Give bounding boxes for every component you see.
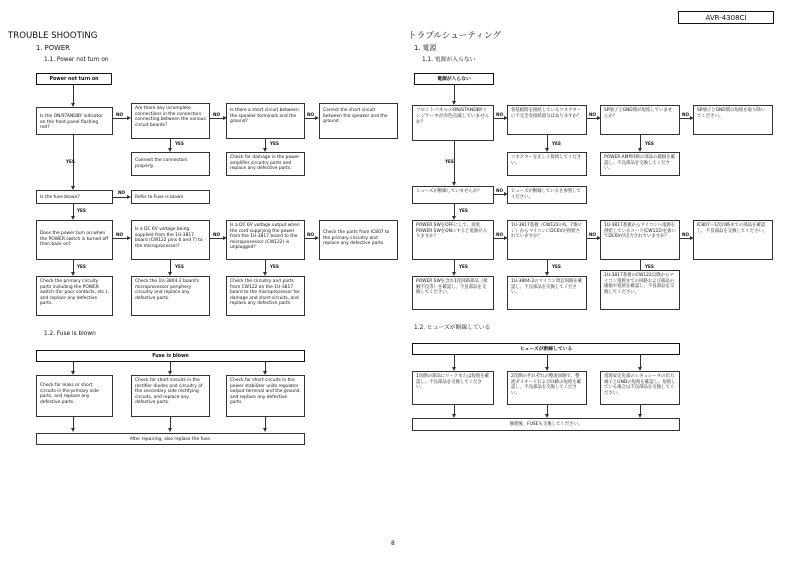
no-label: NO (116, 112, 124, 117)
page-number: 8 (391, 540, 395, 547)
section-power-not-on-jp: 1.1. 電源が入らない (422, 57, 476, 63)
page-title-jp: トラブルシューティング (408, 31, 501, 41)
q-short-speaker: Is there a short circuit between the speaker terminals and the ground? (226, 103, 305, 139)
yes-label: YES (645, 141, 654, 146)
a-connect-jp: コネクターを正しく接続してください。 (507, 152, 587, 176)
section-power-not-on-en: 1.1. Power not turn on (44, 57, 109, 63)
a-connect-connectors: Connect the connectors properly. (131, 152, 210, 176)
q-dc6v-cord-jp: 1U-3817基板からマイコンへ電源を供給しているコード(CW122)を抜いてDC6Vが出力されていますか？ (600, 220, 680, 260)
a-check-cw122: Check the circuitry and parts from CW122 on the 1U-3817 board to the microprocessor for damage and short-circuits, and replace any defective parts. (226, 276, 305, 316)
a-check-peripheral: Check the 1U-3804-2 board's microprocessor periphery circuitry and replace any defective parts. (131, 276, 210, 316)
yes-label: YES (77, 264, 86, 269)
no-label: NO (213, 232, 221, 237)
yes-label: YES (459, 208, 468, 213)
q-power-sw-jp: POWER SWをOFFにして、再度POWER SWをONにすると電源が入りますか？ (412, 220, 494, 260)
no-label: NO (307, 112, 315, 117)
no-label: NO (682, 232, 690, 237)
flow-start-power-not-on: Power not turn on (36, 73, 112, 85)
a-ic807-jp: IC807～1次回路までの部品を確認し、不良部品を交換してください。 (693, 220, 773, 260)
section-power-jp: 1. 電源 (414, 44, 437, 52)
q-indicator-jp: フロントパネルのON/STANDBYインジケータが赤色点滅していませんか？ (412, 105, 494, 141)
q-incomplete-connections: Are there any incomplete connections in the connectors connecting between the various circuit boards? (131, 103, 210, 139)
a-rectifier-jp: 2次側のそれぞれの整流回路で、整流ダイオードおよび回路の短絡を確認し、不良部品を交換してください。 (507, 371, 587, 405)
a-check-primary: Check the primary circuity parts including the POWER switch (for poor contacts, etc.), and replace any defective parts. (36, 276, 113, 316)
q-fuse-jp: ヒューズが断線していませんか？ (412, 186, 494, 204)
a-cw122-jp: 1U-3817基板のCW122以降からマイコン電源までの回路および部品の破損や短絡を確認し、不良部品を交換してください。 (600, 270, 680, 310)
a-power-amp-jp: POWER AMP回路の部品の破損を確認し、不良部品を交換してください。 (600, 152, 680, 176)
a-check-stabilizer: Check for short circuits in the power stabilizer units regulator output terminal and the ground, and replace any defective parts. (226, 375, 305, 417)
a-replace-fuse: After repairing, also replace the fuse. (36, 433, 305, 445)
a-check-rectifier: Check for short circuits in the rectifier diodes and circuitry of the secondary side rectifying circuits, and replace any defective parts. (131, 375, 210, 417)
q-sp-short-jp: SP端子とGND間が短絡していませんか？ (600, 105, 680, 135)
q-onstandby-flashing: Is the ON/STANDBY indicator on the front panel flashing red? (36, 107, 113, 135)
no-label: NO (589, 112, 597, 117)
yes-label: YES (459, 264, 468, 269)
section-fuse-blown-jp: 1.2. ヒューズが断線している (414, 325, 491, 331)
q-dc6v-supplied: Is a DC 6V voltage being supplied from the 1U-3817 board (CW122 pins 6 and 7) to the microprocessor? (131, 220, 210, 260)
section-power-en: 1. POWER (36, 44, 70, 52)
q-fuse-blown: Is the fuse blown? (36, 190, 113, 204)
a-leaks-jp: 1次側の部品にリークまたは短絡を確認し、不良部品を交換してください。 (412, 371, 494, 405)
a-check-power-amp: Check for damage in the power amplifier circuitry parts and replace any defective parts. (226, 152, 305, 176)
no-label: NO (213, 112, 221, 117)
yes-label: YES (66, 159, 75, 164)
no-label: NO (116, 232, 124, 237)
a-stabilizer-jp: 電源安定化部のレギュレータの出力端子とGNDの短絡を確認し、短絡している場合は不良部品を交換してください。 (600, 371, 680, 405)
a-replace-fuse-jp: 修理後、FUSEも交換してください。 (412, 418, 680, 431)
page-title-en: TROUBLE SHOOTING (8, 31, 98, 41)
a-fuse-ref-jp: ヒューズが断線しているを参照してください。 (507, 186, 587, 204)
no-label: NO (307, 232, 315, 237)
yes-label: YES (175, 141, 184, 146)
a-primary-jp: POWER SWを含む1次回路部品（接触不良等）を確認し、不良部品を交換してください。 (412, 276, 494, 310)
flow-start-power-not-on-jp: 電源が入らない (414, 73, 494, 85)
yes-label: YES (445, 159, 454, 164)
yes-label: YES (270, 141, 279, 146)
flow-start-fuse-blown-jp: ヒューズが断線している (412, 343, 680, 355)
a-refer-fuse-blown: Refer to Fuse is blown (131, 190, 210, 204)
model-number: AVR-4308CI (678, 11, 774, 24)
yes-label: YES (175, 264, 184, 269)
no-label: NO (589, 232, 597, 237)
q-power-switch-cycle: Does the power turn on when the POWER switch is turned off then back on? (36, 220, 113, 260)
yes-label: YES (552, 141, 561, 146)
a-check-ic807: Check the parts from IC807 to the primary circuitry and replace any defective parts. (319, 220, 398, 260)
yes-label: YES (552, 264, 561, 269)
q-dc6v-jp: 1U-3817基板（CW122の6、7番ピン）からマイコンにDC6Vが供給されていますか？ (507, 220, 587, 260)
a-peripheral-jp: 1U-3804-2のマイコン周辺回路を確認し、不良部品を交換してください。 (507, 276, 587, 310)
q-connector-jp: 各基板間を接続しているコネクターに不完全な接続部分はありますか？ (507, 105, 587, 135)
yes-label: YES (645, 264, 654, 269)
no-label: NO (496, 188, 504, 193)
no-label: NO (496, 112, 504, 117)
a-correct-short: Correct the short circuit between the speaker and the ground. (319, 103, 398, 139)
yes-label: YES (77, 208, 86, 213)
no-label: NO (496, 232, 504, 237)
no-label: NO (118, 190, 126, 195)
a-sp-fix-jp: SP端子とGND間の短絡を取り除いてください。 (693, 105, 773, 135)
flow-start-fuse-blown: Fuse is blown (36, 350, 305, 362)
no-label: NO (682, 112, 690, 117)
a-check-leaks: Check for leaks or short circuits in the primary side parts, and replace any defective parts. (36, 375, 113, 417)
yes-label: YES (270, 264, 279, 269)
q-dc6v-cord-unplugged: Is a DC 6V voltage output when the cord supplying the power from the 1U-3817 board to the microprocessor (CW122) is unplugged? (226, 220, 305, 260)
section-fuse-blown-en: 1.2. Fuse is blown (44, 331, 96, 337)
